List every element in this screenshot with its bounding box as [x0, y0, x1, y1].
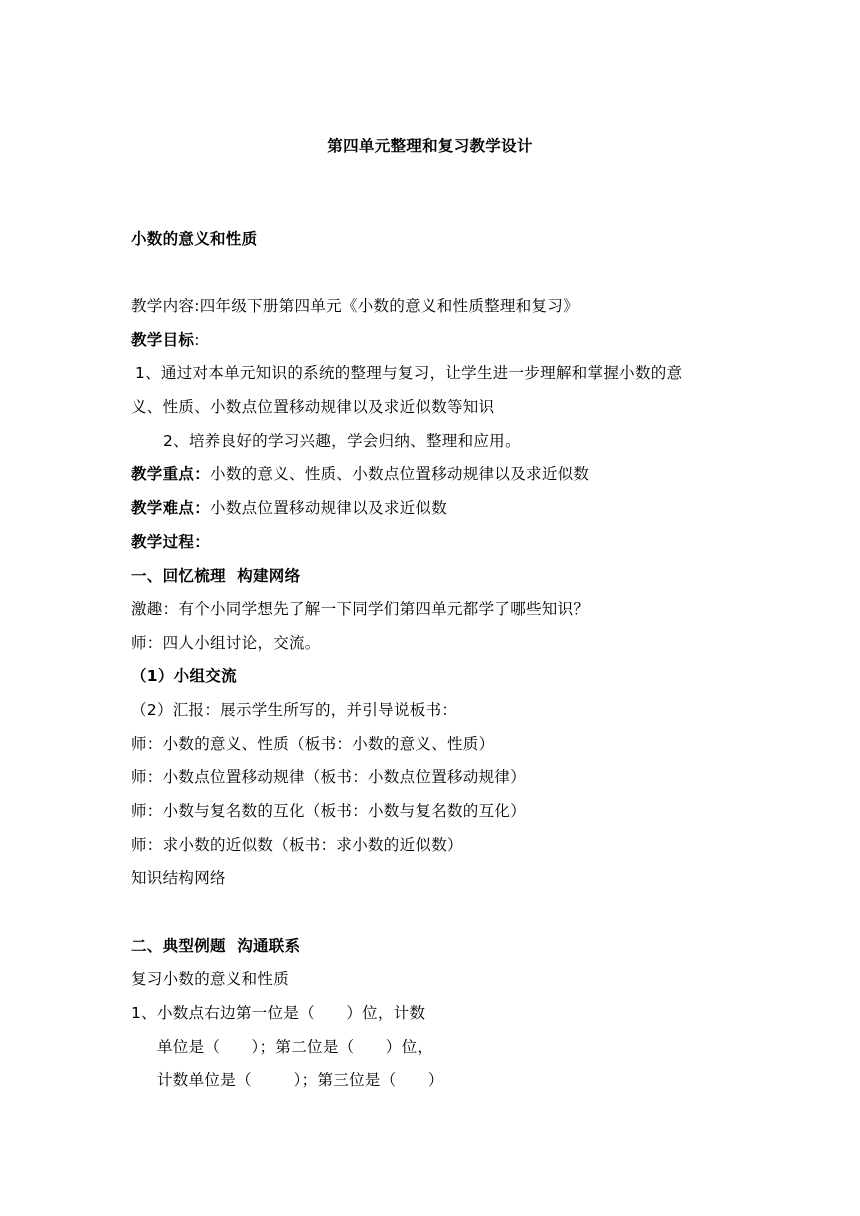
part1-teacher: 师：四人小组讨论，交流。 — [131, 634, 321, 652]
difficult-point — [131, 498, 447, 518]
objectives-label: 教学目标 — [131, 331, 195, 349]
objective-1-line-2: 义、性质、小数点位置移动规律以及求近似数等知识 — [131, 398, 495, 416]
section-heading: 小数的意义和性质 — [131, 230, 258, 248]
key-point — [131, 464, 589, 484]
teaching-content — [131, 296, 579, 316]
teaching-content-text: 四年级下册第四单元《小数的意义和性质整理和复习》 — [199, 297, 579, 315]
part1-step2: （2）汇报：展示学生所写的，并引导说板书： — [131, 701, 458, 719]
part1-line: 师：小数的意义、性质（板书：小数的意义、性质） — [131, 735, 495, 753]
difficult-point-label: 教学难点： — [131, 499, 211, 517]
objectives-heading — [131, 330, 200, 350]
objectives-colon: : — [194, 331, 200, 349]
part1-line: 师：小数点位置移动规律（板书：小数点位置移动规律） — [131, 768, 527, 786]
part2-review: 复习小数的意义和性质 — [131, 970, 290, 988]
objective-1-line-1: 1、通过对本单元知识的系统的整理与复习，让学生进一步理解和掌握小数的意 — [135, 364, 683, 382]
process-heading: 教学过程： — [131, 533, 211, 551]
key-point-label: 教学重点： — [131, 465, 211, 483]
part1-line: 师：小数与复名数的互化（板书：小数与复名数的互化） — [131, 802, 527, 820]
question-1-line-3: 计数单位是（ ）；第三位是（ ） — [157, 1071, 444, 1089]
document-title: 第四单元整理和复习教学设计 — [327, 137, 533, 155]
difficult-point-text: 小数点位置移动规律以及求近似数 — [210, 499, 448, 517]
part1-line: 师：求小数的近似数（板书：求小数的近似数） — [131, 836, 463, 854]
objective-2: 2、培养良好的学习兴趣，学会归纳、整理和应用。 — [163, 432, 521, 450]
part1-intro: 激趣：有个小同学想先了解一下同学们第四单元都学了哪些知识？ — [131, 600, 590, 618]
teaching-content-label: 教学内容: — [131, 297, 200, 315]
question-1-line-2: 单位是（ ）；第二位是（ ）位， — [157, 1038, 434, 1056]
key-point-text: 小数的意义、性质、小数点位置移动规律以及求近似数 — [210, 465, 590, 483]
part2-heading: 二、典型例题 沟通联系 — [131, 937, 301, 955]
part1-network: 知识结构网络 — [131, 869, 226, 887]
part1-step1: （1）小组交流 — [131, 667, 237, 685]
part1-heading: 一、回忆梳理 构建网络 — [131, 567, 301, 585]
question-1-line-1: 1、小数点右边第一位是（ ）位，计数 — [131, 1004, 426, 1022]
